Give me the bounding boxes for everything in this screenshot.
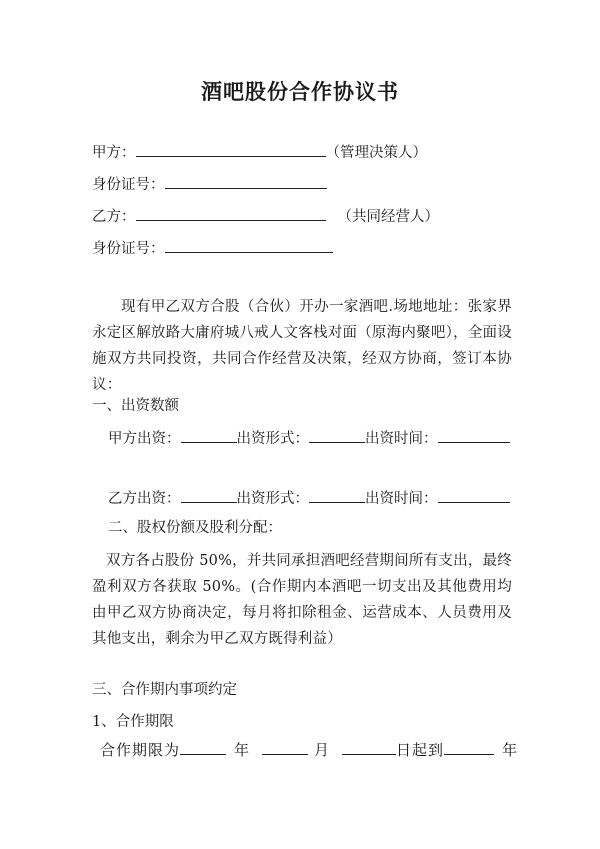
section2-body: 双方各占股份 50%，并共同承担酒吧经营期间所有支出，最终盈利双方各获取 50%。(合作期内本酒吧一切支出及其他费用均由甲乙双方协商决定，每月将扣除租金、运营成本、人员费用及其他支出，剩余为甲乙双方既得利益） — [92, 553, 512, 647]
party-a-role: （管理决策人） — [325, 145, 427, 161]
intro-paragraph: 现有甲乙双方合股（合伙）开办一家酒吧.场地地址：张家界永定区解放路大庸府城八戒人文客栈对面（原海内聚吧），全面设施双方共同投资，共同合作经营及决策，经双方协商，签订本协议： — [92, 299, 512, 393]
party-a-blank[interactable] — [136, 142, 326, 157]
row-a-time-label: 出资时间： — [365, 431, 438, 447]
row-b-time-label: 出资时间： — [365, 491, 438, 507]
row-b-form-blank[interactable] — [309, 488, 365, 503]
term-line — [100, 740, 518, 760]
term-day-to-label: 日起到 — [396, 741, 445, 759]
id-a-line — [92, 174, 327, 195]
section3-sub1: 1、合作期限 — [92, 714, 174, 730]
term-end-year-blank[interactable] — [444, 740, 494, 755]
row-a-time-blank[interactable] — [438, 428, 510, 443]
row-a-amount-blank[interactable] — [181, 428, 237, 443]
term-year-label: 年 — [234, 741, 251, 759]
row-b-form-label: 出资形式： — [236, 491, 309, 507]
contribution-row-a — [108, 428, 510, 449]
party-b-line — [92, 206, 439, 227]
party-a-label: 甲方： — [92, 145, 136, 161]
term-year2-label: 年 — [502, 741, 519, 759]
term-day-blank[interactable] — [342, 740, 396, 755]
party-b-label: 乙方： — [92, 209, 136, 225]
party-b-role: （共同经营人） — [337, 209, 439, 225]
row-a-form-blank[interactable] — [309, 428, 365, 443]
section1-heading: 一、出资数额 — [92, 398, 179, 414]
term-month-label: 月 — [314, 741, 331, 759]
row-b-amount-blank[interactable] — [181, 488, 237, 503]
row-a-form-label: 出资形式： — [236, 431, 309, 447]
term-start-year-blank[interactable] — [180, 740, 226, 755]
section2-heading: 二、股权份额及股利分配： — [108, 520, 282, 536]
party-a-line — [92, 142, 427, 163]
row-b-party-label: 乙方出资： — [108, 491, 181, 507]
id-a-label: 身份证号： — [92, 177, 165, 193]
id-b-line — [92, 238, 333, 259]
row-a-party-label: 甲方出资： — [108, 431, 181, 447]
id-b-blank[interactable] — [165, 238, 333, 253]
id-a-blank[interactable] — [165, 174, 327, 189]
document-title: 酒吧股份合作协议书 — [201, 79, 399, 104]
id-b-label: 身份证号： — [92, 241, 165, 257]
term-month-blank[interactable] — [262, 740, 308, 755]
party-b-blank[interactable] — [136, 206, 326, 221]
contribution-row-b — [108, 488, 510, 509]
row-b-time-blank[interactable] — [438, 488, 510, 503]
term-prefix: 合作期限为 — [100, 741, 181, 759]
section3-heading: 三、合作期内事项约定 — [92, 682, 237, 698]
